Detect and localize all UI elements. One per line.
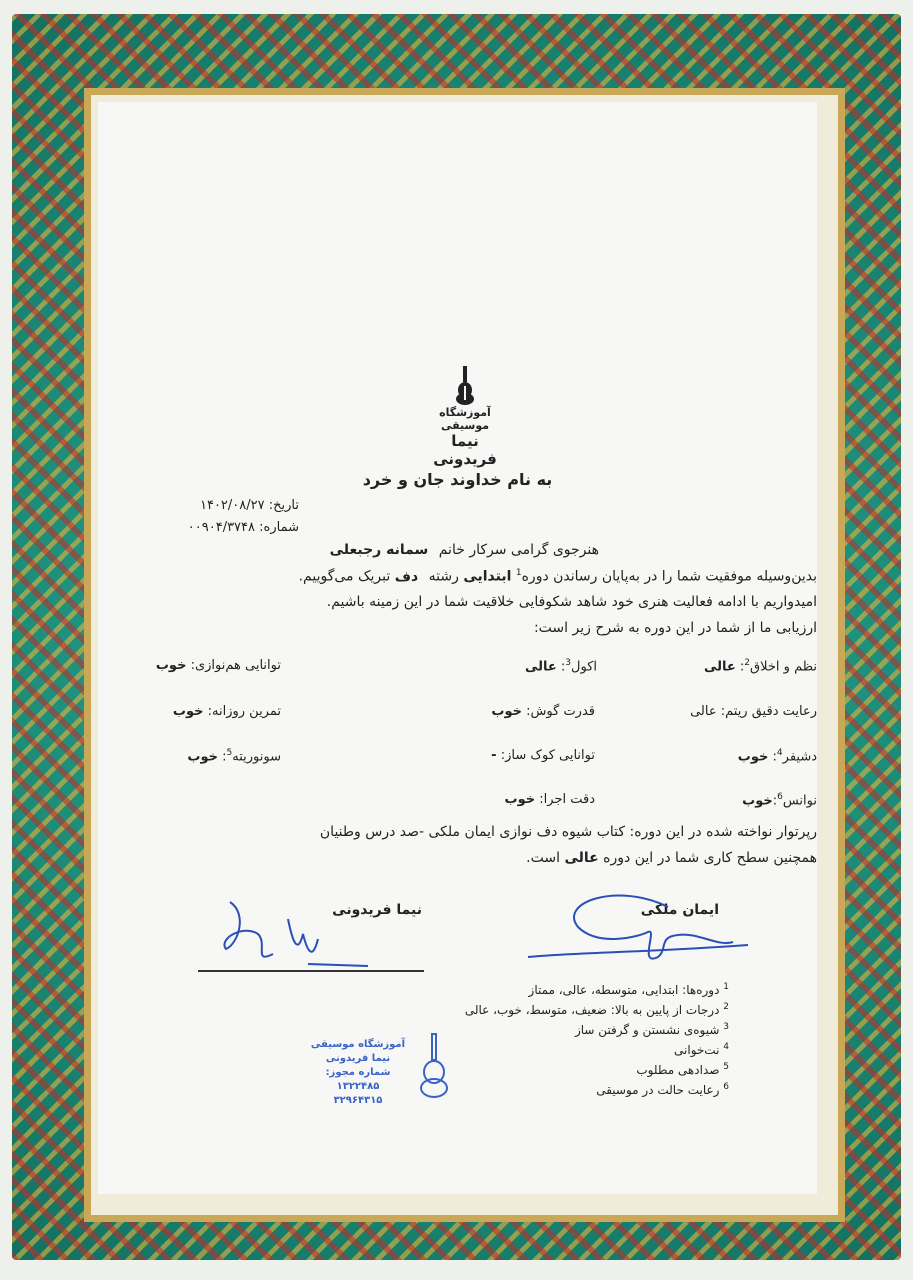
final-level: عالی (564, 850, 599, 866)
eval-item: توانایی هم‌نوازی: خوب (155, 658, 281, 673)
stamp-line-3: شماره مجوز: ۱۳۲۲۴۸۵ (325, 1067, 391, 1092)
certificate-paper (98, 102, 817, 1194)
eval-item: نظم و اخلاق$^2$: عالی (703, 658, 817, 675)
eval-item: قدرت گوش: خوب (491, 704, 595, 719)
footnote-ref: 1 (515, 568, 522, 578)
eval-item: دشیفر$^4$: خوب (737, 748, 817, 765)
signer-right-name: ایمان ملکی (640, 902, 719, 918)
stamp-line-2: نیما فریدونی (325, 1053, 391, 1064)
tar-instrument-icon (452, 366, 478, 406)
footnote: $^2$ درجات از پایین به بالا: ضعیف، متوسط، خوب، عالی (464, 1002, 729, 1017)
school-logo (420, 366, 510, 468)
eval-item: دقت اجرا: خوب (504, 792, 595, 807)
course-level: ابتدایی (463, 568, 512, 585)
signature-line-left (198, 970, 424, 972)
repertoire-line: رپرتوار نواخته شده در این دوره: کتاب شیوه دف نوازی ایمان ملکی -صد درس وطنیان (319, 824, 817, 840)
congrats-text-c: تبریک می‌گوییم. (298, 568, 391, 585)
level-suffix: است. (526, 850, 560, 866)
greeting-prefix: هنرجوی گرامی سرکار خانم (438, 542, 599, 558)
footnote: $^4$ نت‌خوانی (674, 1042, 729, 1057)
eval-item: اکول$^3$: عالی (524, 658, 597, 675)
signature-right (518, 887, 758, 977)
school-stamp (308, 1032, 458, 1112)
number-field: شماره: ۰۰۹۰۴/۳۷۴۸ (187, 520, 299, 535)
student-name: سمانه رجبعلی (329, 542, 429, 558)
footnote: $^3$ شیوه‌ی نشستن و گرفتن ساز (574, 1022, 729, 1037)
eval-item: نوانس$^6$:خوب (742, 792, 817, 809)
congrats-line (299, 568, 817, 585)
logo-line-1: آموزشگاه موسیقی (439, 406, 491, 432)
date-field: تاریخ: ۱۴۰۲/۰۸/۲۷ (199, 498, 299, 513)
eval-item: تمرین روزانه: خوب (172, 704, 281, 719)
footnote: $^1$ دوره‌ها: ابتدایی، متوسطه، عالی، ممتاز (528, 982, 729, 997)
greeting-line (330, 542, 599, 558)
stamp-instrument-icon (416, 1032, 452, 1102)
hope-line: امیدواریم با ادامه فعالیت هنری خود شاهد شکوفایی خلاقیت شما در این زمینه باشیم. (326, 594, 817, 610)
course-field: دف (394, 568, 419, 585)
eval-item: توانایی کوک ساز: - (491, 748, 595, 763)
footnote: $^5$ صدادهی مطلوب (636, 1062, 729, 1077)
stamp-line-1: آموزشگاه موسیقی (310, 1039, 406, 1050)
page-title: به نام خداوند جان و خرد (362, 470, 553, 489)
level-line (526, 850, 817, 866)
logo-line-2: نیما فریدونی (433, 432, 497, 468)
congrats-text-b: رشته (428, 568, 459, 585)
congrats-text-a: بدین‌وسیله موفقیت شما را در به‌پایان رساندن دوره (521, 568, 817, 585)
footnote: $^6$ رعایت حالت در موسیقی (596, 1082, 729, 1097)
signer-left-name: نیما فریدونی (332, 902, 422, 918)
eval-item: سونوریته$^5$: خوب (187, 748, 281, 765)
stamp-line-4: ۳۲۹۶۴۳۱۵ (333, 1095, 383, 1106)
eval-item: رعایت دقیق ریتم: عالی (690, 704, 817, 719)
evaluation-intro: ارزیابی ما از شما در این دوره به شرح زیر است: (533, 620, 817, 636)
level-prefix: همچنین سطح کاری شما در این دوره (603, 850, 817, 866)
